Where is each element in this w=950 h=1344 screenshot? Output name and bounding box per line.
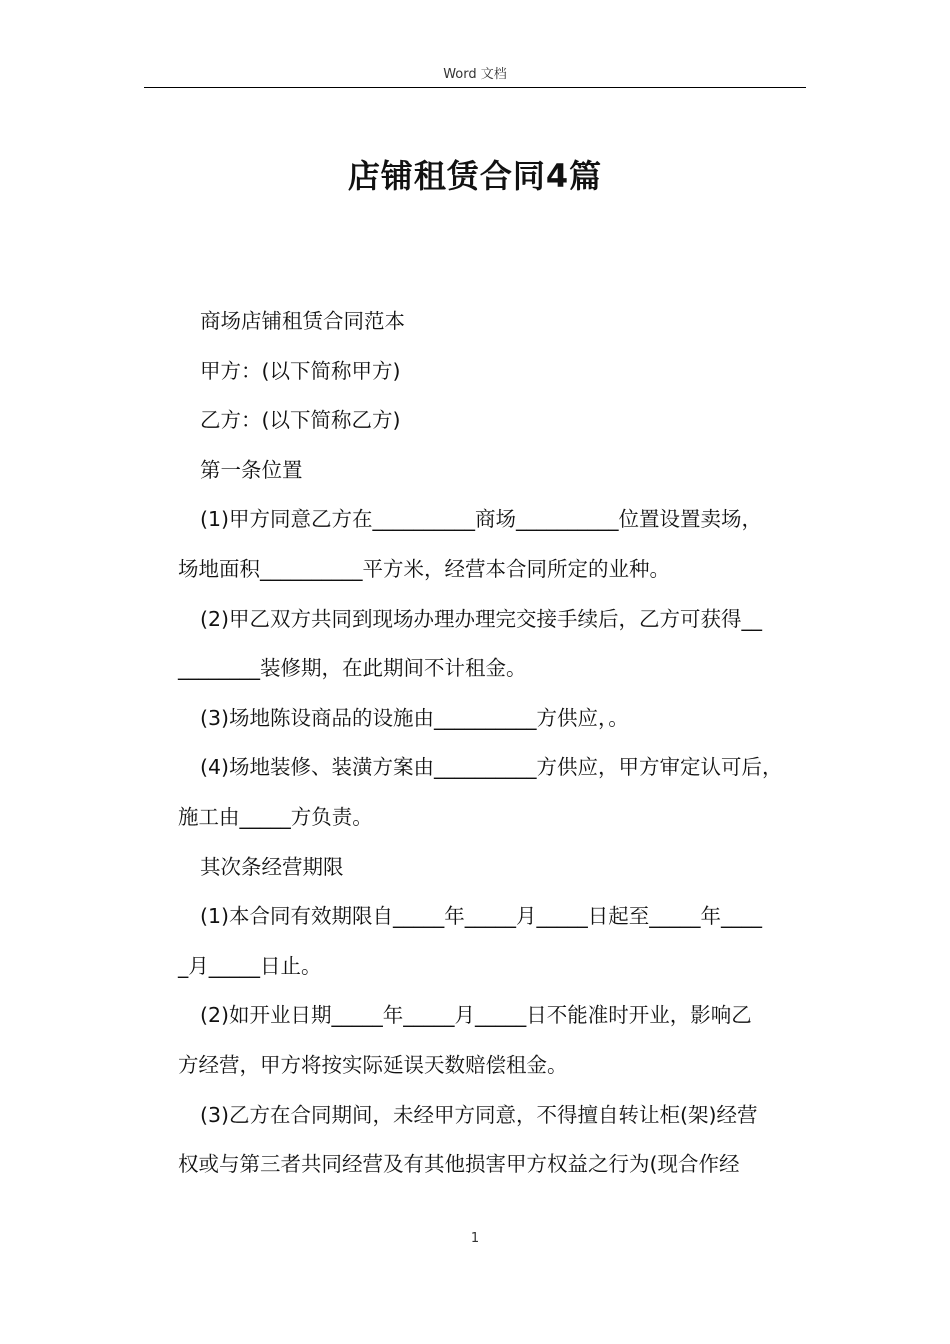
paragraph-line: 场地面积__________平方米，经营本合同所定的业种。 [178, 556, 670, 581]
paragraph-line: (2)如开业日期_____年_____月_____日不能准时开业，影响乙 [200, 1003, 752, 1028]
header-divider [144, 87, 806, 88]
paragraph-line: (3)场地陈设商品的设施由__________方供应，。 [200, 705, 629, 730]
paragraph-line: (2)甲乙双方共同到现场办理办理完交接手续后，乙方可获得__ [200, 606, 763, 631]
document-title: 店铺租赁合同4篇 [347, 157, 603, 195]
section-heading: 第一条位置 [200, 457, 303, 482]
paragraph-line: (1)本合同有效期限自_____年_____月_____日起至_____年____ [200, 904, 763, 929]
paragraph-line: ________装修期，在此期间不计租金。 [178, 656, 527, 681]
section-heading: 其次条经营期限 [200, 854, 344, 879]
document-body [178, 297, 812, 1190]
paragraph-line: _月_____日止。 [178, 953, 322, 978]
paragraph-line: 甲方：(以下简称甲方) [200, 358, 401, 383]
paragraph-line: 施工由_____方负责。 [178, 804, 373, 829]
page-header: Word 文档 [443, 67, 507, 82]
paragraph-line: (1)甲方同意乙方在__________商场__________位置设置卖场， [200, 507, 763, 532]
paragraph-line: 权或与第三者共同经营及有其他损害甲方权益之行为(现合作经 [178, 1152, 740, 1177]
paragraph-line: (3)乙方在合同期间，未经甲方同意，不得擅自转让柜(架)经营 [200, 1102, 758, 1127]
paragraph-line: 乙方：(以下简称乙方) [200, 408, 401, 433]
paragraph-line: (4)场地装修、装潢方案由__________方供应，甲方审定认可后， [200, 755, 783, 780]
paragraph-line: 商场店铺租赁合同范本 [200, 309, 405, 333]
page-number: 1 [470, 1231, 480, 1246]
paragraph-line: 方经营，甲方将按实际延误天数赔偿租金。 [178, 1052, 568, 1077]
